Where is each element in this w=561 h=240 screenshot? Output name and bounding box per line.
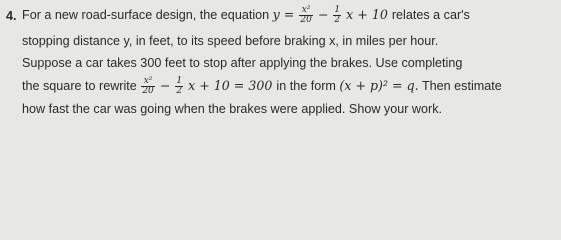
eq1-fraction-1: $\frac{\text{x²}}{20}$ <box>300 5 312 25</box>
line4-after: Then estimate <box>421 79 502 93</box>
line1-after: relates a car's <box>391 8 470 22</box>
line4-middle: in the form <box>276 79 336 93</box>
problem-line-5: how fast the car was going when the brakes were applied. Show your work. <box>22 102 443 116</box>
eq2-minus: − <box>159 78 171 93</box>
eq2-fraction-1: $\frac{\text{x²}}{20}$ <box>142 76 154 96</box>
problem-line-3: Suppose a car takes 300 feet to stop after applying the brakes. Use completing <box>22 56 463 70</box>
eq2-rest: x + 10 = 300 <box>188 78 273 93</box>
eq1-rest: x + 10 <box>346 7 388 22</box>
problem-number: 4. <box>6 9 17 23</box>
problem-line-1 <box>22 4 470 26</box>
problem-line-4 <box>22 75 502 97</box>
line1-text: For a new road-surface design, the equation <box>22 8 270 22</box>
eq2-fraction-2: $\frac{1}{2}$ <box>176 76 183 96</box>
equation-1 <box>272 5 392 25</box>
eq1-equals: = <box>283 7 295 22</box>
equation-2 <box>140 76 276 96</box>
eq1-fraction-2: $\frac{1}{2}$ <box>334 5 341 25</box>
eq1-minus: − <box>317 7 329 22</box>
line4-before: the square to rewrite <box>22 79 137 93</box>
eq1-y: y <box>272 7 280 22</box>
vertex-form: (x + p)² = q. <box>339 78 419 93</box>
problem-line-2: stopping distance y, in feet, to its speed before braking x, in miles per hour. <box>22 34 439 48</box>
